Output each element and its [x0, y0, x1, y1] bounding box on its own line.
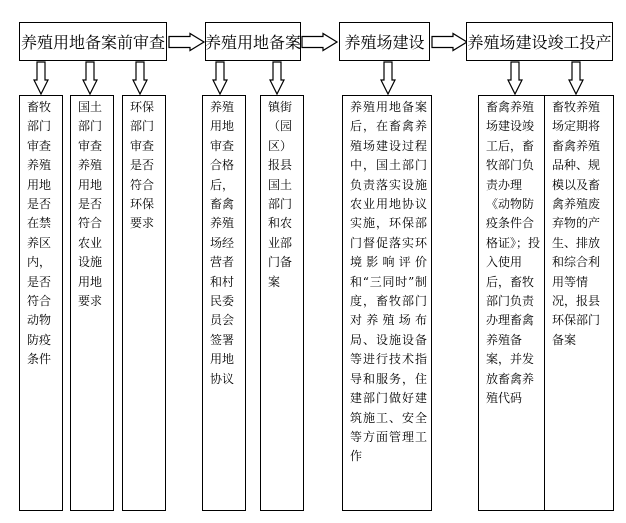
- detail-box-town-filing: [260, 95, 304, 511]
- detail-text: 畜牧部门审查养殖用地是否在禁养区内，是否符合动物防疫条件: [27, 100, 52, 367]
- arrow-down-5: [270, 62, 284, 94]
- detail-text: 国土部门审查养殖用地是否符合农业设施用地要求: [78, 100, 103, 309]
- detail-box-animal-husbandry-review: [19, 95, 63, 511]
- detail-box-land-review: [70, 95, 114, 511]
- detail-box-environment-filing: [544, 95, 614, 511]
- detail-box-completion-certificate: [478, 95, 546, 511]
- arrow-down-2: [83, 62, 97, 94]
- arrow-down-6: [381, 62, 395, 94]
- arrow-down-4: [213, 62, 227, 94]
- stage-filing-box: [205, 22, 301, 61]
- arrow-right-3: [432, 34, 467, 51]
- arrow-right-1: [169, 34, 204, 51]
- arrow-down-7: [508, 62, 522, 94]
- stage-pre-review-box: [19, 22, 167, 61]
- stage-construction-label: 养殖场建设: [344, 33, 425, 52]
- detail-box-construction-process: [342, 95, 432, 511]
- stage-filing-label: 养殖用地备案: [205, 33, 302, 52]
- detail-text: 环保部门审查是否符合环保要求: [130, 100, 155, 231]
- stage-construction-box: [339, 22, 430, 61]
- detail-box-environment-review: [122, 95, 166, 511]
- arrow-down-8: [569, 62, 583, 94]
- arrow-down-1: [34, 62, 48, 94]
- arrow-right-2: [302, 34, 337, 51]
- arrow-down-3: [133, 62, 147, 94]
- detail-box-land-agreement: [202, 95, 246, 511]
- stage-completion-box: [466, 22, 613, 61]
- detail-text: 养殖用地备案后，在畜禽养殖场建设过程中，国土部门负责落实设施农业用地协议实施，环保部门督促落实环境影响评价和“三同时”制度，畜牧部门对养殖场布局、设施设备等进行技术指导和服务，住建部门做好建筑施工、安全等方面管理工作: [350, 100, 427, 464]
- detail-text: 畜牧养殖场定期将畜禽养殖品种、规模以及畜禽养殖废弃物的产生、排放和综合利用等情况，报县环保部门备案: [552, 100, 601, 347]
- stage-completion-label: 养殖场建设竣工投产: [467, 33, 612, 52]
- stage-pre-review-label: 养殖用地备案前审查: [20, 33, 165, 52]
- detail-text: 养殖用地审查合格后，畜禽养殖场经营者和村民委员会签署用地协议: [210, 100, 235, 386]
- detail-text: 畜禽养殖场建设竣工后，畜牧部门负责办理《动物防疫条件合格证》；投入使用后，畜牧部门负责办理畜禽养殖备案，并发放畜禽养殖代码: [486, 100, 541, 406]
- detail-text: 镇街（园区）报县国土部门和农业部门备案: [268, 100, 293, 289]
